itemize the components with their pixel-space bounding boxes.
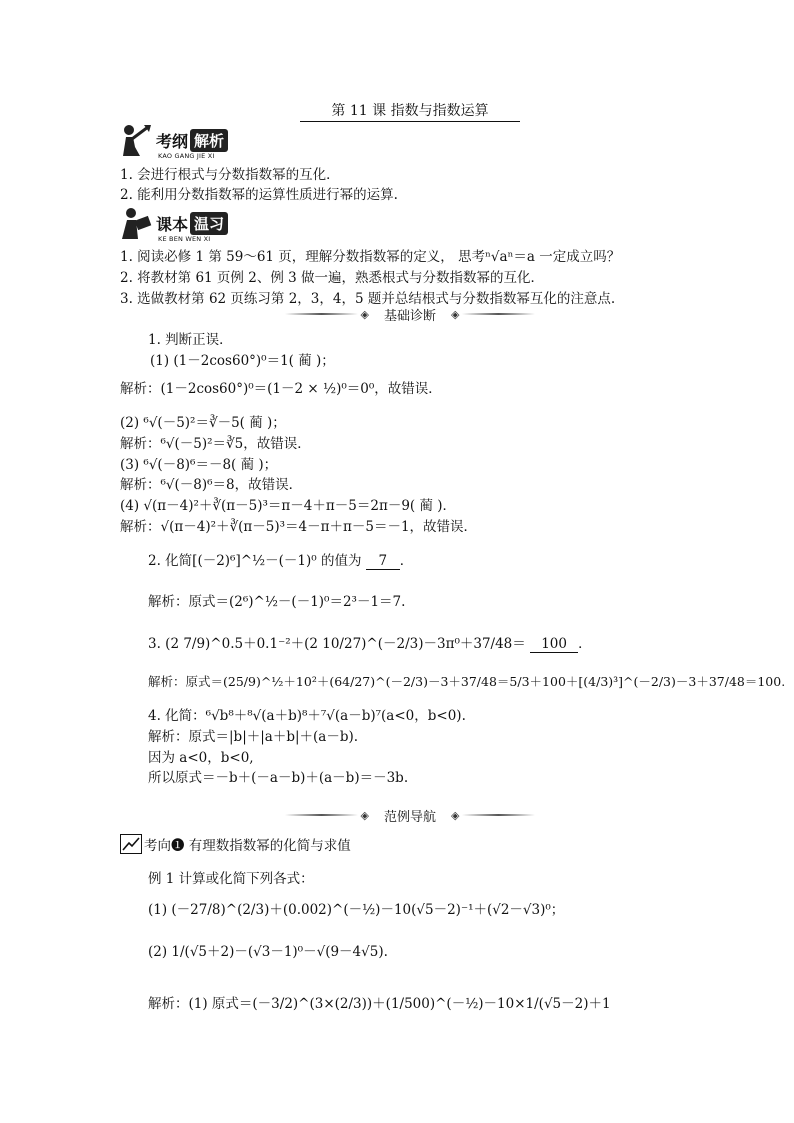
review-item: 1. 阅读必修 1 第 59～61 页，理解分数指数幂的定义， 思考ⁿ√aⁿ＝a 一定成立吗？ — [120, 249, 621, 265]
solution-line: 解析：⁶√(－5)²＝∛5，故错误． — [120, 436, 311, 452]
page-title: 第 11 课 指数与指数运算 — [300, 100, 520, 122]
question-line: (2) ⁶√(－5)²＝∛－5( 蔺 )； — [120, 415, 286, 431]
question-line: 3. (2 7/9)^0.5＋0.1⁻²＋(2 10/27)^(－2/3)－3π⁰＋37/48＝ 100 ． — [148, 636, 592, 652]
divider-label: 基础诊断 — [384, 308, 437, 324]
solution-line: 解析：原式＝(2⁶)^½－(－1)⁰＝2³－1＝7. — [148, 594, 406, 610]
badge-label: 课本 — [156, 214, 189, 234]
objective-item: 2. 能利用分数指数幂的运算性质进行幂的运算. — [120, 187, 398, 203]
solution-line: 解析：原式＝(25/9)^½＋10²＋(64/27)^(－2/3)－3＋37/48＝5/3＋100＋[(4/3)³]^(－2/3)－3＋37/48＝100. — [148, 674, 786, 689]
solution-line: 解析：⁶√(－8)⁶＝8，故错误． — [120, 477, 303, 493]
section-badge-keben — [118, 205, 228, 241]
question-line: (4) √(π－4)²＋∛(π－5)³＝π－4＋π－5＝2π－9( 蔺 )． — [120, 498, 457, 514]
question-line: 2. 化简[(－2)⁶]^½－(－1)⁰ 的值为 7 ． — [148, 553, 414, 569]
ornament-icon: ◈ — [451, 307, 460, 321]
ornament-icon: ◈ — [360, 307, 369, 321]
review-item: 3. 选做教材第 62 页练习第 2，3，4，5 题并总结根式与分数指数幂互化的注意点. — [120, 291, 616, 307]
answer-blank: 7 — [366, 553, 400, 570]
badge-box-label: 温习 — [190, 212, 228, 235]
example-question: (1) (－27/8)^(2/3)＋(0.002)^(－½)－10(√5－2)⁻¹＋(√2－√3)⁰； — [148, 902, 565, 918]
objective-item: 1. 会进行根式与分数指数幂的互化． — [120, 167, 340, 183]
badge-subtitle: KAO GANG JIE XI — [158, 152, 215, 160]
solution-line: 解析：(1－2cos60°)⁰＝(1－2 × ½)⁰＝0⁰，故错误． — [120, 381, 442, 397]
example-heading — [120, 834, 351, 854]
badge-box-label: 解析 — [190, 129, 228, 152]
divider-label: 范例导航 — [384, 809, 437, 825]
question-line: (1) (1－2cos60°)⁰＝1( 蔺 )； — [150, 353, 335, 369]
divider-examples — [285, 806, 535, 824]
question-line: 4. 化简：⁶√b⁸＋⁸√(a＋b)⁸＋⁷√(a－b)⁷(a<0，b<0). — [148, 708, 466, 724]
question-line: 1. 判断正误． — [148, 332, 233, 348]
section-badge-kaogang — [118, 122, 228, 158]
solution-line: 所以原式＝－b＋(－a－b)＋(a－b)＝－3b. — [148, 770, 409, 786]
reader-icon — [118, 206, 154, 240]
answer-blank: 100 — [530, 636, 578, 653]
trend-icon — [120, 834, 142, 854]
badge-label: 考纲 — [156, 131, 189, 151]
example-question: (2) 1/(√5＋2)－(√3－1)⁰－√(9－4√5). — [148, 944, 388, 960]
solution-line: 解析：原式＝|b|＋|a＋b|＋(a－b). — [148, 729, 359, 745]
badge-subtitle: KE BEN WEN XI — [158, 235, 211, 243]
solution-line: 解析：√(π－4)²＋∛(π－5)³＝4－π＋π－5＝－1，故错误． — [120, 519, 478, 535]
ornament-icon: ◈ — [360, 808, 369, 822]
question-text: 3. (2 7/9)^0.5＋0.1⁻²＋(2 10/27)^(－2/3)－3π⁰＋37/48＝ — [148, 636, 526, 652]
question-text: 2. 化简[(－2)⁶]^½－(－1)⁰ 的值为 — [148, 553, 362, 569]
example-intro: 例 1 计算或化简下列各式： — [148, 871, 314, 887]
solution-line: 因为 a<0，b<0, — [148, 750, 254, 766]
heading-text: 考向❶ 有理数指数幂的化简与求值 — [144, 838, 351, 854]
divider-basic — [285, 305, 535, 323]
figure-icon — [118, 123, 154, 157]
review-item: 2. 将教材第 61 页例 2、例 3 做一遍，熟悉根式与分数指数幂的互化． — [120, 270, 544, 286]
example-solution: 解析：(1) 原式＝(－3/2)^(3×(2/3))＋(1/500)^(－½)－10×1/(√5－2)＋1 — [148, 996, 611, 1012]
question-line: (3) ⁶√(－8)⁶＝－8( 蔺 )； — [120, 457, 278, 473]
ornament-icon: ◈ — [451, 808, 460, 822]
